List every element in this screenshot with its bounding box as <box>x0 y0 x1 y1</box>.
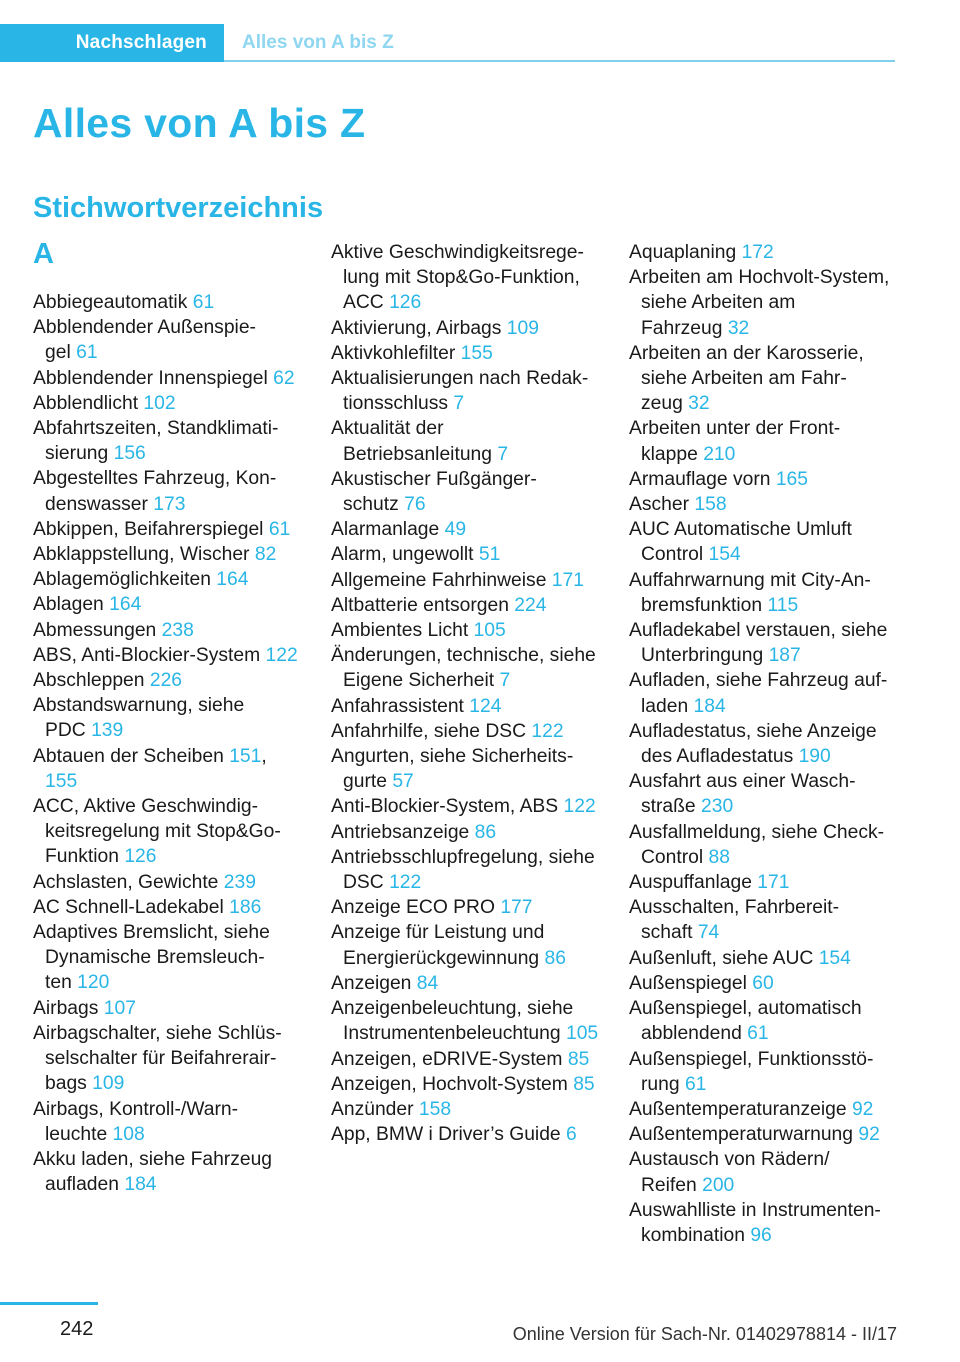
page-reference-link[interactable]: 7 <box>497 443 509 465</box>
index-entry-text: Anzeigen, Hochvolt-System <box>331 1073 568 1095</box>
index-entry <box>33 895 301 920</box>
index-entry <box>629 1198 897 1248</box>
section-tab[interactable] <box>0 24 224 62</box>
page-reference-link[interactable]: 51 <box>478 544 501 566</box>
index-entry-text: Arbeiten unter der Frontklappe <box>629 418 841 465</box>
page-reference-link[interactable]: 184 <box>693 695 726 717</box>
page-reference-link[interactable]: 172 <box>741 242 774 263</box>
index-entry <box>331 416 599 466</box>
page-number: 242 <box>60 1318 94 1340</box>
page-reference-link[interactable]: 105 <box>473 620 506 642</box>
page-reference-link[interactable]: 186 <box>229 896 262 918</box>
index-entry <box>331 1122 599 1147</box>
page-reference-link[interactable]: 86 <box>544 947 566 969</box>
page-reference-link[interactable]: 102 <box>143 392 176 414</box>
page-reference-link[interactable]: 122 <box>563 796 596 818</box>
index-entry <box>629 492 897 517</box>
index-entry-text: Armauflage vorn <box>629 468 771 490</box>
index-entry-text: Austausch von Rädern/ Reifen <box>629 1149 830 1196</box>
index-entry-text: ACC, Aktive Geschwindigkeitsregelung mit Stop&Go-Funktion <box>33 796 281 868</box>
index-entry-text: Aktivierung, Airbags <box>331 317 502 339</box>
page-reference-link[interactable]: 122 <box>265 644 298 666</box>
page-title: Alles von A bis Z <box>33 100 366 146</box>
index-entry <box>331 920 599 970</box>
index-entry <box>629 668 897 718</box>
page-reference-link[interactable]: 84 <box>416 972 439 994</box>
index-entry <box>33 542 301 567</box>
index-entry-text: Abkippen, Beifahrerspiegel <box>33 518 264 540</box>
index-entry <box>33 668 301 693</box>
index-entry-text: Abklappstellung, Wischer <box>33 544 250 566</box>
index-entry <box>33 870 301 895</box>
page-reference-link[interactable]: 109 <box>506 317 539 339</box>
index-entry <box>33 1021 301 1097</box>
index-entry-text: Aufladestatus, siehe Anzeige des Aufladestatus <box>629 720 877 768</box>
index-entry <box>331 794 599 819</box>
index-entry-text: AUC Automatische Umluft Control <box>629 519 852 566</box>
page-reference-link[interactable]: 61 <box>684 1073 707 1095</box>
page-reference-link[interactable]: 92 <box>858 1124 880 1146</box>
index-entry <box>629 1147 897 1197</box>
index-entry <box>33 643 301 668</box>
page-reference-link[interactable]: 126 <box>389 292 422 314</box>
page-reference-link[interactable]: 109 <box>92 1073 125 1095</box>
index-entry-text: ABS, Anti-Blockier-System <box>33 644 261 666</box>
page-reference-link[interactable]: 122 <box>389 872 422 894</box>
page-reference-link[interactable]: 107 <box>103 997 136 1019</box>
index-entry <box>33 517 301 542</box>
index-entry <box>629 769 897 819</box>
index-entry-text: Auswahlliste in Instrumentenkombination <box>629 1199 881 1246</box>
header-divider <box>224 60 895 62</box>
page-reference-link[interactable]: 7 <box>499 670 511 692</box>
index-entry <box>33 1147 301 1197</box>
page-reference-link[interactable]: 76 <box>404 494 426 516</box>
index-entry-text: Abgestelltes Fahrzeug, Kondenswasser <box>33 468 277 515</box>
page-reference-link[interactable]: 177 <box>500 897 533 919</box>
page-reference-link[interactable]: 88 <box>708 846 730 868</box>
index-entry <box>331 240 599 316</box>
page-reference-link[interactable]: 108 <box>112 1123 145 1145</box>
index-entry-text: Aktivkohlefilter <box>331 342 456 364</box>
index-entry <box>331 341 599 366</box>
index-entry <box>33 416 301 466</box>
index-entry-text: Arbeiten an der Karosserie, siehe Arbeiten am Fahrzeug <box>629 342 864 415</box>
index-entry-text: Abfahrtszeiten, Standklimatisierung <box>33 418 279 465</box>
index-entry <box>331 845 599 895</box>
index-entry <box>331 542 599 567</box>
index-entry <box>629 1122 897 1147</box>
index-entry <box>331 593 599 618</box>
index-entry <box>33 391 301 416</box>
index-entry-text: Akustischer Fußgängerschutz <box>331 468 537 516</box>
page-reference-link[interactable]: 230 <box>701 796 734 818</box>
index-entry-text: Anzeigen <box>331 972 412 994</box>
index-entry <box>629 946 897 971</box>
index-entry-text: Antriebsschlupfregelung, siehe DSC <box>331 846 595 894</box>
index-entry <box>629 240 897 265</box>
index-entry <box>331 694 599 719</box>
page-reference-link[interactable]: 6 <box>566 1124 577 1146</box>
index-entry-text: Airbags <box>33 997 99 1019</box>
page-reference-link[interactable]: 184 <box>124 1174 157 1196</box>
page-reference-link[interactable]: 49 <box>444 519 467 541</box>
index-entry-text: Ambientes Licht <box>331 620 469 642</box>
index-entry <box>331 316 599 341</box>
index-entry <box>33 366 301 391</box>
index-entry <box>629 820 897 870</box>
index-entry-text: Alarmanlage <box>331 519 440 541</box>
page-reference-link[interactable]: 158 <box>694 494 727 516</box>
index-entry-text: Angurten, siehe Sicherheitsgurte <box>331 746 574 793</box>
index-entry <box>331 744 599 794</box>
index-entry-text: Anfahrhilfe, siehe DSC <box>331 720 527 742</box>
index-subtitle: Stichwortverzeichnis <box>33 192 324 224</box>
index-entry-text: Anzünder <box>331 1098 414 1120</box>
page-reference-link[interactable]: 105 <box>565 1023 599 1045</box>
index-entry <box>629 870 897 895</box>
index-entry <box>629 971 897 996</box>
index-entry <box>331 568 599 593</box>
index-entry-text: Außenspiegel, Funktionsstörung <box>629 1048 874 1095</box>
index-entry-text: Aktive Geschwindigkeitsregelung mit Stop&Go-Funktion, ACC <box>331 242 584 314</box>
index-entry <box>331 1097 599 1122</box>
page-reference-link[interactable]: 32 <box>727 317 750 339</box>
current-chapter-tab[interactable] <box>242 24 394 62</box>
index-entry <box>629 265 897 341</box>
page-reference-link[interactable]: 238 <box>161 619 194 641</box>
index-entry-text: Airbags, Kontroll-/Warnleuchte <box>33 1098 239 1145</box>
index-entry-text: Abbiegeautomatik <box>33 292 188 313</box>
index-entry: Abtauen der Scheiben 151, 155 <box>33 745 267 792</box>
index-entry <box>33 466 301 516</box>
page-reference-link[interactable]: 151 <box>229 745 262 767</box>
page-reference-link[interactable]: 74 <box>697 922 720 944</box>
index-entry <box>629 341 897 417</box>
page-header <box>0 24 960 62</box>
page-reference-link[interactable]: 190 <box>798 746 831 768</box>
section-tab-label: Nachschlagen <box>75 32 207 53</box>
page-reference-link[interactable]: 86 <box>474 821 497 843</box>
index-entry-text: Aufladen, siehe Fahrzeug aufladen <box>629 670 888 717</box>
page-reference-link[interactable]: 155 <box>460 342 493 364</box>
index-entry-text: Abtauen der Scheiben <box>33 745 224 767</box>
index-entry-text: Außenspiegel <box>629 972 747 994</box>
index-entry <box>331 1047 599 1072</box>
index-entry <box>331 618 599 643</box>
page-reference-link[interactable]: 61 <box>76 342 98 364</box>
index-entry <box>33 920 301 996</box>
index-entry-text: Anzeigen, eDRIVE-System <box>331 1048 563 1070</box>
page-reference-link[interactable]: 173 <box>153 493 186 515</box>
index-entry <box>629 517 897 567</box>
page-reference-link[interactable]: 210 <box>703 443 736 465</box>
index-entry-text: Auffahrwarnung mit City-Anbremsfunktion <box>629 569 871 616</box>
page-reference-link[interactable]: 139 <box>91 720 124 742</box>
index-entry <box>331 517 599 542</box>
index-entry <box>629 996 897 1046</box>
index-entry-text: Anfahrassistent <box>331 695 464 717</box>
index-entry-text: Antriebsanzeige <box>331 821 470 843</box>
page-reference-link[interactable]: 171 <box>551 569 584 591</box>
page-reference-link[interactable]: 126 <box>124 846 157 868</box>
index-entry <box>331 719 599 744</box>
index-entry-text: Außenspiegel, automatisch abblendend <box>629 998 862 1045</box>
index-entry-text: Ablagen <box>33 594 104 616</box>
index-entry <box>33 996 301 1021</box>
page-reference-link[interactable]: 96 <box>750 1224 772 1246</box>
index-column-3 <box>629 240 897 1248</box>
page-reference-link[interactable]: 32 <box>688 393 710 415</box>
index-entry <box>33 1097 301 1147</box>
index-entry-text: Anzeige für Leistung und Energierückgewinnung <box>331 922 545 969</box>
index-entry <box>629 895 897 945</box>
page-reference-link[interactable]: 61 <box>192 292 215 313</box>
index-entry-text: Aktualität der Betriebsanleitung <box>331 418 492 465</box>
index-entry-text: Auspuffanlage <box>629 872 752 894</box>
index-entry-text: Ascher <box>629 494 690 516</box>
page-reference-link[interactable]: 61 <box>268 518 291 540</box>
page-reference-link[interactable]: 171 <box>757 872 790 894</box>
index-entry-text: Abschleppen <box>33 670 145 692</box>
page-reference-link[interactable]: 92 <box>851 1098 874 1120</box>
page-reference-link[interactable]: 164 <box>109 594 142 616</box>
page-reference-link[interactable]: 226 <box>149 670 183 692</box>
index-entry-text: Airbagschalter, siehe Schlüsselschalter für Beifahrerairbags <box>33 1022 282 1095</box>
page-reference-link[interactable]: 60 <box>752 972 774 994</box>
index-entry-text: Außentemperaturanzeige <box>629 1098 847 1120</box>
page-reference-link[interactable]: 122 <box>531 720 564 742</box>
index-entry-text: Abmessungen <box>33 619 157 641</box>
index-entry-text: Änderungen, technische, siehe Eigene Sicherheit <box>331 645 596 692</box>
index-entry <box>331 366 599 416</box>
index-entry-text: Achslasten, Gewichte <box>33 871 219 893</box>
page-reference-link[interactable]: 85 <box>573 1073 595 1095</box>
page-reference-link[interactable]: 155 <box>45 770 78 792</box>
index-entry-text: Abstandswarnung, siehe PDC <box>33 695 245 742</box>
index-column-1 <box>33 240 301 1197</box>
index-entry-text: Ausschalten, Fahrbereitschaft <box>629 897 840 944</box>
index-entry-text: Anzeigenbeleuchtung, siehe Instrumentenbeleuchtung <box>331 998 574 1045</box>
page-reference-link[interactable]: 165 <box>775 468 808 490</box>
index-entry-text: App, BMW i Driver’s Guide <box>331 1124 561 1146</box>
page-reference-link[interactable]: 124 <box>469 695 502 717</box>
index-entry-text: Adaptives Bremslicht, siehe Dynamische Bremsleuchten <box>33 922 270 994</box>
index-entry-text: Akku laden, siehe Fahrzeug aufladen <box>33 1148 273 1196</box>
index-entry <box>33 592 301 617</box>
index-entry-text: Aktualisierungen nach Redaktionsschluss <box>331 368 589 415</box>
index-entry <box>33 290 301 315</box>
index-entry <box>331 467 599 517</box>
footer-divider <box>0 1302 98 1305</box>
current-chapter-label: Alles von A bis Z <box>242 32 394 53</box>
index-entry-text: Aufladekabel verstauen, siehe Unterbringung <box>629 620 888 667</box>
page-reference-link[interactable]: 120 <box>77 972 110 994</box>
page-reference-link[interactable]: 239 <box>223 871 256 893</box>
index-entry <box>331 895 599 920</box>
index-entry <box>331 820 599 845</box>
index-entry-text: Abblendender Außenspiegel <box>33 317 256 364</box>
index-entry-text: Allgemeine Fahrhinweise <box>331 569 547 591</box>
index-entry <box>33 315 301 365</box>
index-entry-text: Abblendender Innenspiegel <box>33 367 268 389</box>
page-reference-link[interactable]: 187 <box>768 645 801 667</box>
index-entry <box>33 794 301 870</box>
index-letter-heading: A <box>33 238 54 270</box>
page-reference-link[interactable]: 158 <box>418 1098 452 1120</box>
index-entry-text: Ausfallmeldung, siehe Check-Control <box>629 821 885 868</box>
page-reference-link[interactable]: 164 <box>216 569 249 591</box>
index-entry <box>331 643 599 693</box>
index-entry-text: AC Schnell-Ladekabel <box>33 896 224 918</box>
index-entry-text: Außentemperaturwarnung <box>629 1124 854 1146</box>
index-entry <box>331 971 599 996</box>
index-entry <box>629 568 897 618</box>
index-entry-text: Abblendlicht <box>33 392 139 414</box>
index-entry <box>629 1047 897 1097</box>
page-reference-link[interactable]: 61 <box>747 1023 769 1045</box>
page-reference-link[interactable]: 62 <box>273 367 295 389</box>
index-entry <box>629 719 897 769</box>
footer-note: Online Version für Sach-Nr. 01402978814 - II/17 <box>512 1324 897 1344</box>
index-entry <box>629 1097 897 1122</box>
page-reference-link[interactable]: 224 <box>514 594 547 616</box>
index-entry-text: Arbeiten am Hochvolt-System, siehe Arbeiten am Fahrzeug <box>629 267 890 339</box>
index-entry-text: Ausfahrt aus einer Waschstraße <box>629 771 856 818</box>
page-reference-link[interactable]: 200 <box>702 1174 735 1196</box>
index-entry <box>629 618 897 668</box>
index-column-2 <box>331 240 599 1147</box>
index-entry-text: Ablagemöglichkeiten <box>33 569 211 591</box>
index-entry-text: Alarm, ungewollt <box>331 544 474 566</box>
index-entry-text: Anti-Blockier-System, ABS <box>331 796 559 818</box>
index-entry <box>33 567 301 592</box>
page-reference-link[interactable]: 115 <box>767 594 799 616</box>
page-reference-link[interactable]: 85 <box>567 1048 590 1070</box>
page-reference-link[interactable]: 154 <box>818 947 851 969</box>
index-entry-text: Aquaplaning <box>629 242 737 263</box>
page-reference-link[interactable]: 82 <box>254 544 277 566</box>
index-entry-text: Altbatterie entsorgen <box>331 594 509 616</box>
page-reference-link[interactable]: 156 <box>113 443 146 465</box>
page-reference-link[interactable]: 57 <box>392 771 414 793</box>
page-reference-link[interactable]: 154 <box>708 544 741 566</box>
index-entry <box>629 467 897 492</box>
index-entry <box>331 1072 599 1097</box>
index-entry <box>331 996 599 1046</box>
index-entry <box>33 618 301 643</box>
page-reference-link[interactable]: 7 <box>453 393 465 415</box>
index-entry <box>33 693 301 743</box>
index-entry <box>629 416 897 466</box>
index-entry-text: Anzeige ECO PRO <box>331 897 495 919</box>
index-entry-text: Außenluft, siehe AUC <box>629 947 814 969</box>
